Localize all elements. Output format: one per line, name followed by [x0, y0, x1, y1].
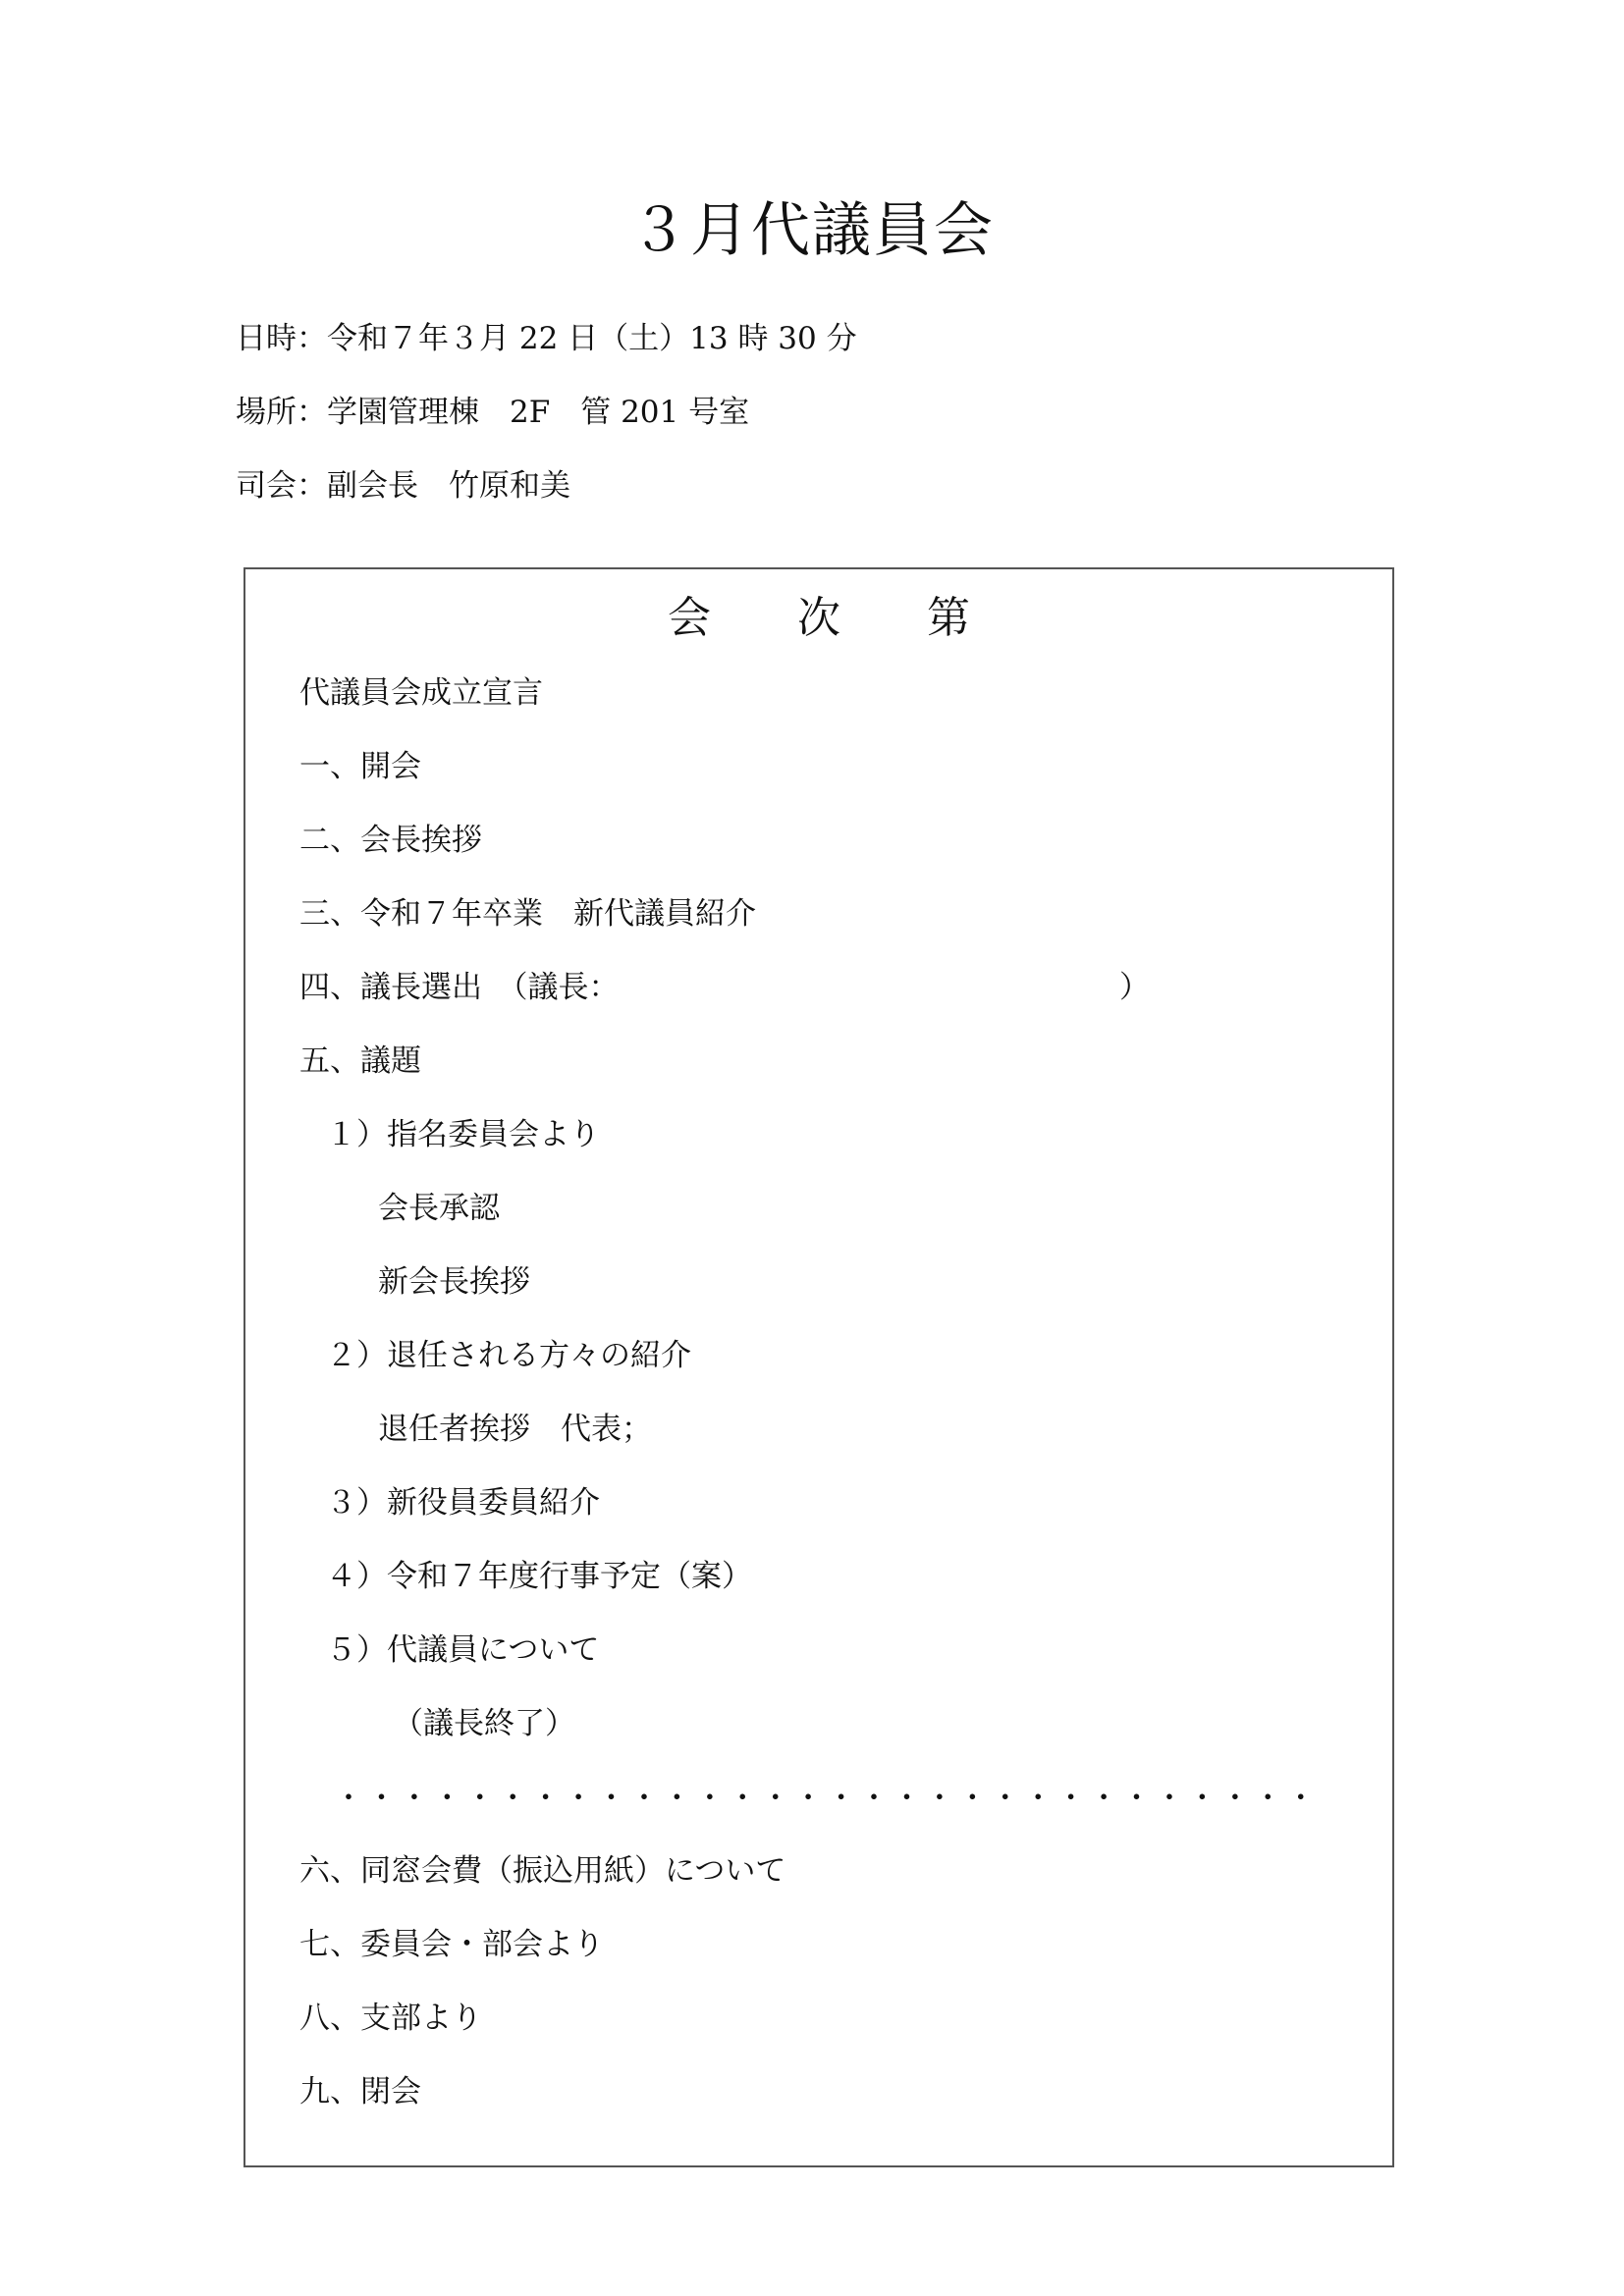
separator-dot: ・ — [694, 1782, 725, 1816]
separator-dot: ・ — [366, 1782, 397, 1816]
dotted-separator — [334, 1782, 1316, 1816]
separator-dot: ・ — [859, 1782, 889, 1816]
separator-dot: ・ — [826, 1782, 856, 1816]
separator-dot: ・ — [1285, 1782, 1316, 1816]
agenda-item-branches: 八、支部より — [299, 2001, 482, 2036]
separator-dot: ・ — [498, 1782, 528, 1816]
agenda-item-opening: 一、開会 — [299, 749, 421, 784]
agenda-subitem-1a: 会長承認 — [378, 1191, 500, 1226]
agenda-item-closing: 九、閉会 — [299, 2074, 421, 2109]
separator-dot: ・ — [957, 1782, 988, 1816]
page-title: ３月代議員会 — [629, 196, 995, 265]
separator-dot: ・ — [892, 1782, 922, 1816]
agenda-subitem-5: ５）代議員について — [326, 1632, 600, 1668]
agenda-subitem-1b: 新会長挨拶 — [378, 1264, 530, 1300]
agenda-subitem-1: １）指名委員会より — [326, 1117, 600, 1152]
separator-dot: ・ — [334, 1782, 363, 1816]
agenda-quorum: 代議員会成立宣言 — [299, 675, 543, 711]
separator-dot: ・ — [990, 1782, 1020, 1816]
agenda-chair-end: （議長終了） — [393, 1706, 575, 1741]
separator-dot: ・ — [564, 1782, 594, 1816]
agenda-item-president-greeting: 二、会長挨拶 — [299, 823, 482, 858]
agenda-item-new-delegates: 三、令和７年卒業 新代議員紹介 — [299, 896, 756, 932]
separator-dot: ・ — [924, 1782, 954, 1816]
separator-dot: ・ — [1187, 1782, 1218, 1816]
agenda-item-committees: 七、委員会・部会より — [299, 1927, 604, 1962]
separator-dot: ・ — [760, 1782, 790, 1816]
separator-dot: ・ — [728, 1782, 758, 1816]
meeting-place: 場所：学園管理棟 2F 管 201 号室 — [236, 395, 750, 430]
separator-dot: ・ — [628, 1782, 659, 1816]
separator-dot: ・ — [1253, 1782, 1283, 1816]
separator-dot: ・ — [1219, 1782, 1250, 1816]
separator-dot: ・ — [1121, 1782, 1152, 1816]
separator-dot: ・ — [399, 1782, 429, 1816]
separator-dot: ・ — [1154, 1782, 1184, 1816]
separator-dot: ・ — [432, 1782, 462, 1816]
agenda-item-alumni-fee: 六、同窓会費（振込用紙）について — [299, 1853, 786, 1889]
agenda-subitem-2: ２）退任される方々の紹介 — [326, 1338, 691, 1373]
separator-dot: ・ — [793, 1782, 824, 1816]
separator-dot: ・ — [596, 1782, 626, 1816]
agenda-subitem-4: ４）令和７年度行事予定（案） — [326, 1559, 752, 1594]
agenda-item-chair-election: 四、議長選出 （議長： — [299, 970, 620, 1005]
agenda-subitem-2a: 退任者挨拶 代表； — [378, 1412, 652, 1447]
meeting-chair: 司会：副会長 竹原和美 — [236, 468, 570, 504]
separator-dot: ・ — [662, 1782, 692, 1816]
chair-election-close-paren: ） — [1119, 970, 1150, 1005]
separator-dot: ・ — [464, 1782, 495, 1816]
separator-dot: ・ — [530, 1782, 561, 1816]
separator-dot: ・ — [1089, 1782, 1119, 1816]
agenda-item-topics: 五、議題 — [299, 1043, 421, 1079]
separator-dot: ・ — [1056, 1782, 1086, 1816]
agenda-subitem-3: ３）新役員委員紹介 — [326, 1485, 600, 1521]
agenda-heading: 会 次 第 — [668, 593, 970, 643]
meeting-datetime: 日時：令和７年３月 22 日（土）13 時 30 分 — [236, 321, 857, 356]
separator-dot: ・ — [1023, 1782, 1054, 1816]
